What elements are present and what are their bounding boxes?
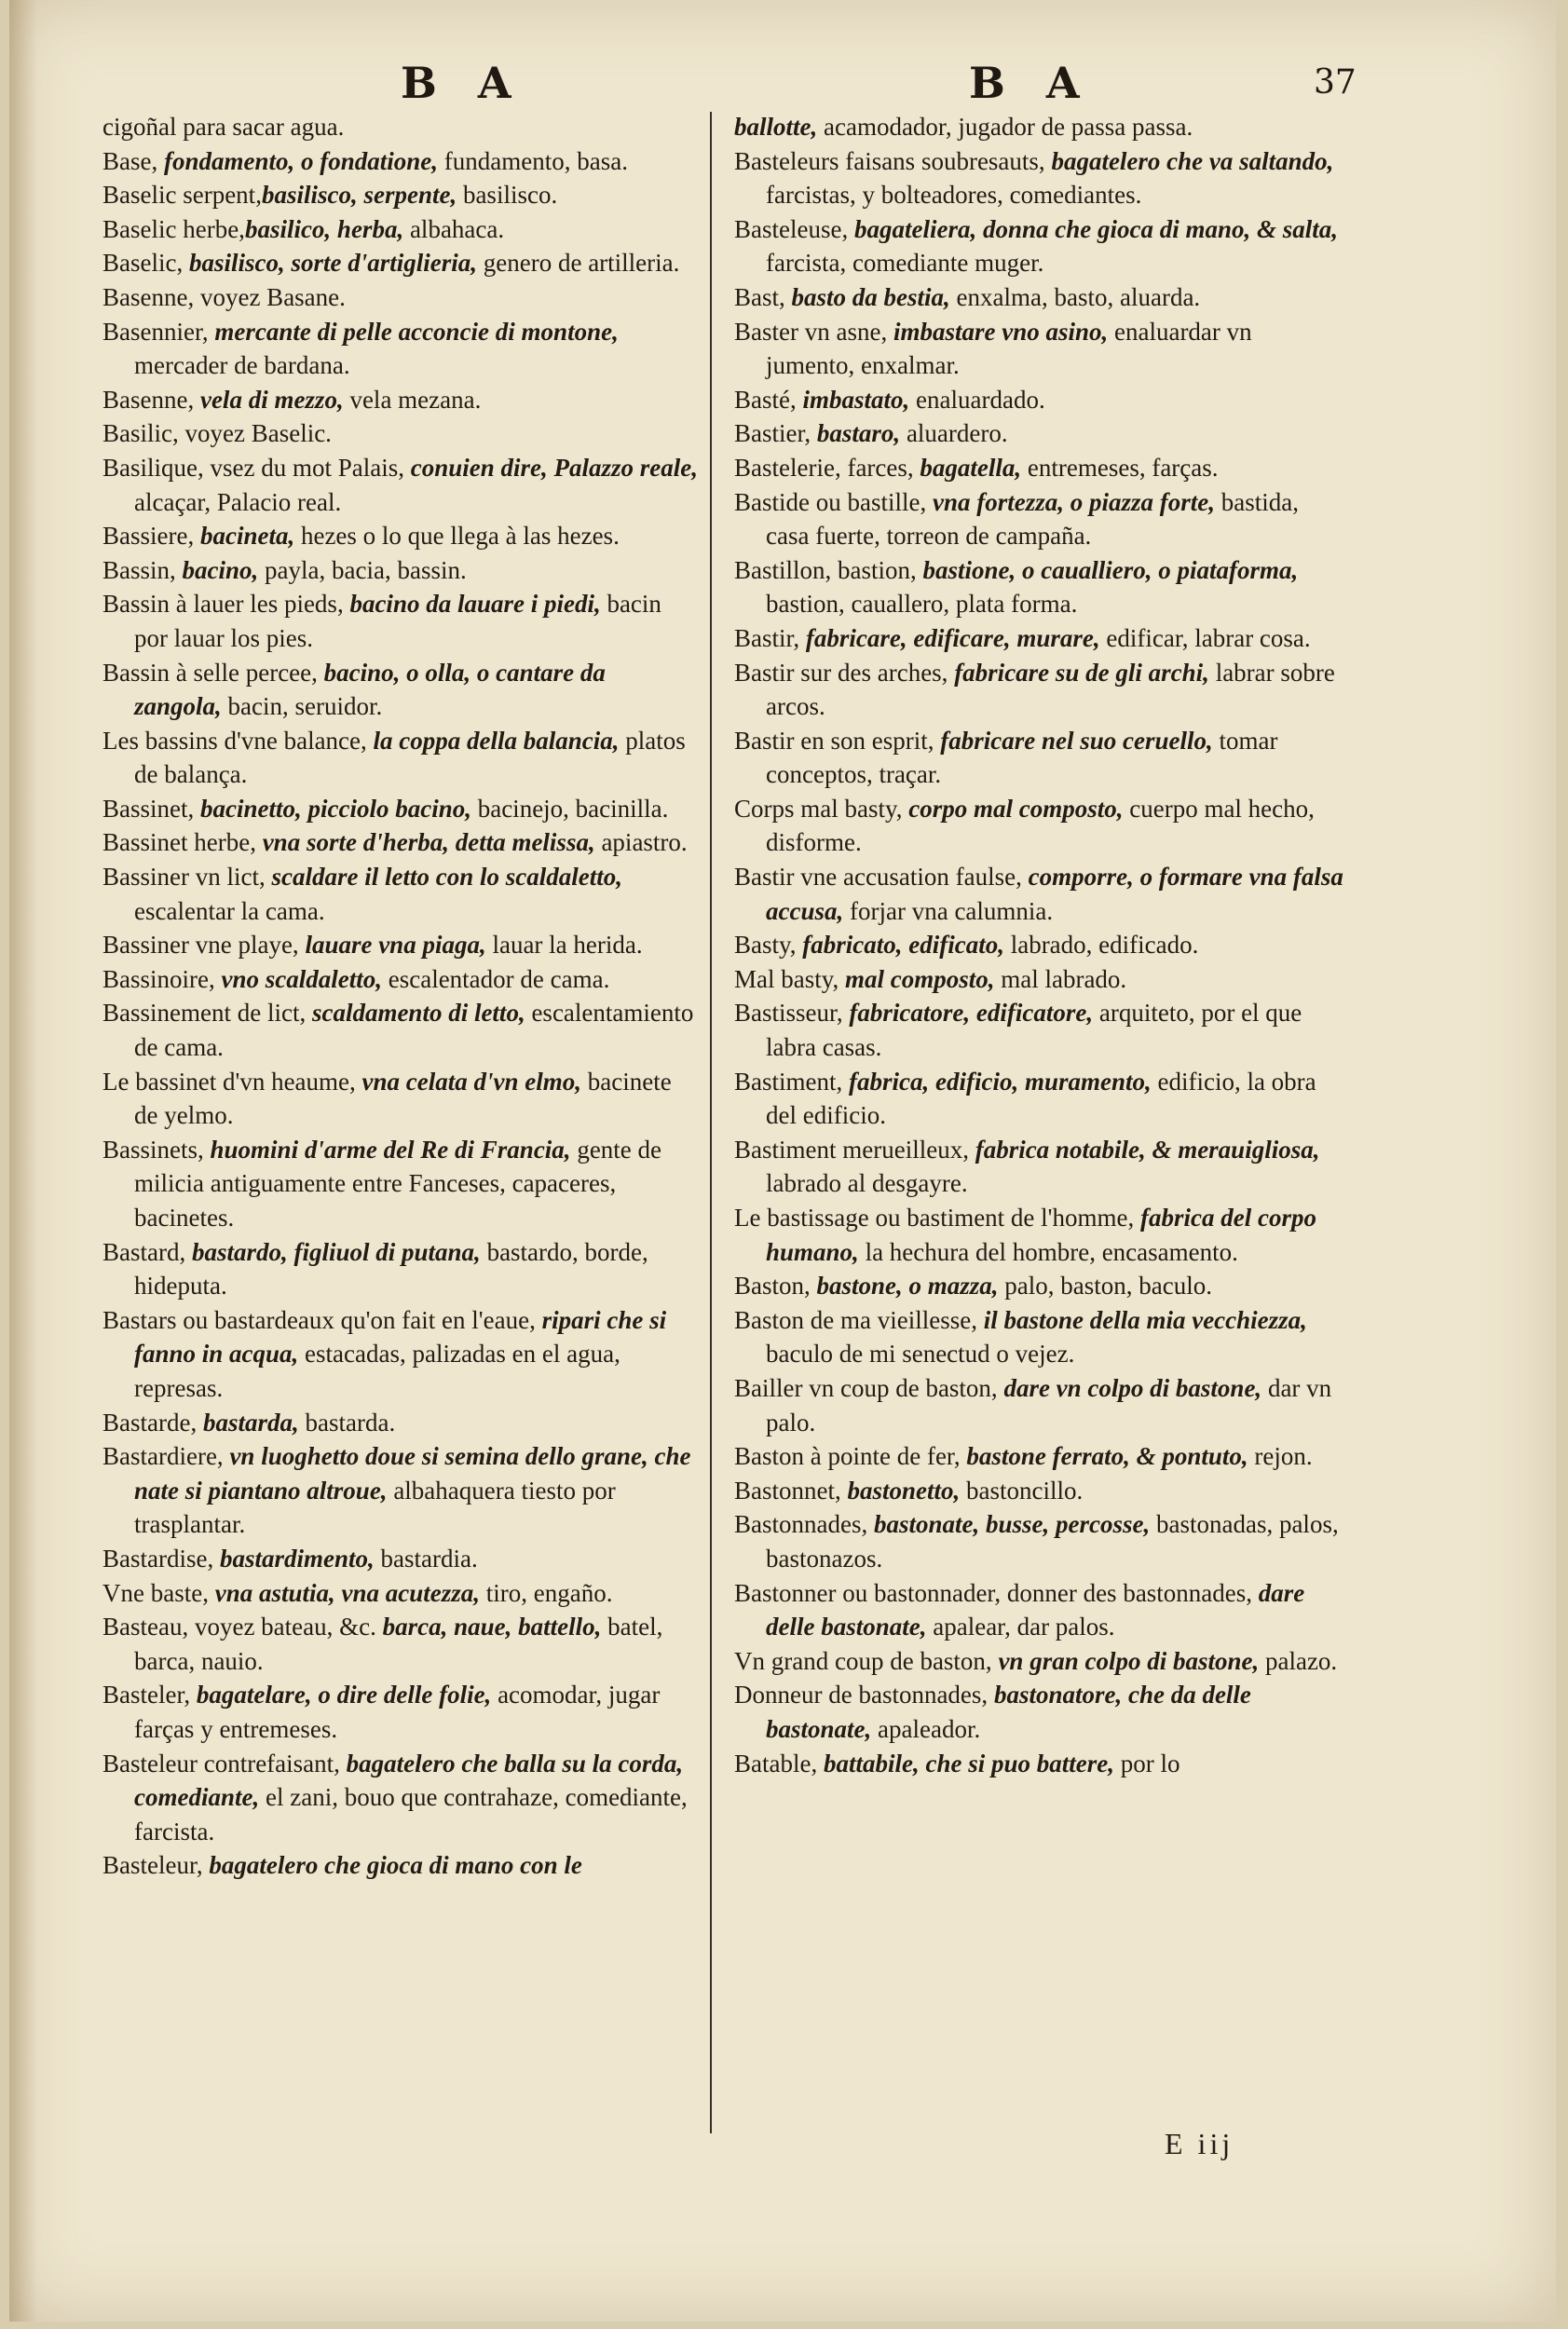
headword: Basteleurs faisans soubresauts, [734, 146, 1052, 175]
italian-gloss: bastardo, figliuol di putana, [191, 1237, 481, 1266]
spanish-gloss: tomar conceptos, traçar. [766, 726, 1278, 789]
headword: Bassinement de lict, [102, 999, 312, 1028]
dictionary-entry [102, 1439, 699, 1542]
spanish-gloss: cuerpo mal hecho, disforme. [766, 794, 1315, 857]
dictionary-page [9, 0, 1556, 2322]
spanish-gloss: bacinejo, bacinilla. [470, 794, 669, 823]
italian-gloss: bagatelare, o dire delle folie, [196, 1681, 492, 1709]
dictionary-entry [102, 451, 699, 519]
dictionary-entry [734, 1439, 1344, 1474]
dictionary-entry [102, 383, 699, 417]
italian-gloss: fabrica notabile, & merauigliosa, [975, 1135, 1320, 1164]
spanish-gloss: apalear, dar palos. [926, 1613, 1115, 1641]
spanish-gloss: bacinete de yelmo. [134, 1067, 672, 1130]
dictionary-entry [102, 962, 699, 997]
dictionary-entry [102, 1576, 699, 1611]
spanish-gloss: gente de milicia antiguamente entre Fanceses, capaceres, bacinetes. [134, 1135, 662, 1232]
headword: Batable, [734, 1749, 824, 1777]
dictionary-entry [734, 416, 1344, 451]
spanish-gloss: labrado, edificado. [1003, 931, 1199, 960]
italian-gloss: imbastare vno asino, [893, 317, 1109, 346]
headword: Bassinets, [102, 1135, 211, 1164]
spanish-gloss: arquiteto, por el que labra casas. [766, 999, 1302, 1062]
italian-gloss: bagatelero che balla su la corda, comediante, [134, 1749, 684, 1812]
headword: Basté, [734, 385, 803, 414]
spanish-gloss: bastardia. [374, 1544, 478, 1573]
headword: Bastir, [734, 623, 806, 652]
spanish-gloss: bastonadas, palos, bastonazos. [766, 1510, 1339, 1573]
headword: Bassinet herbe, [102, 828, 263, 857]
italian-gloss: bacino da lauare i piedi, [349, 590, 601, 619]
headword: Bastisseur, [734, 999, 850, 1028]
headword: Bassin à selle percee, [102, 658, 324, 687]
headword: Bassiner vn lict, [102, 863, 272, 892]
spanish-gloss: platos de balança. [134, 726, 686, 789]
italian-gloss: bacinetto, picciolo bacino, [200, 794, 471, 823]
dictionary-entry [734, 1576, 1344, 1644]
italian-gloss: corpo mal composto, [908, 794, 1124, 823]
dictionary-entry [102, 1133, 699, 1235]
dictionary-entry [102, 1848, 699, 1883]
dictionary-entry [102, 1303, 699, 1406]
spanish-gloss: bastoncillo. [960, 1476, 1084, 1505]
dictionary-entry [102, 416, 699, 451]
headword: Base, [102, 146, 164, 175]
dictionary-entry [102, 996, 699, 1064]
dictionary-entry [102, 587, 699, 655]
spanish-gloss: fundamento, basa. [438, 146, 628, 175]
spanish-gloss: escalentar la cama. [134, 896, 325, 925]
spanish-gloss: bastida, casa fuerte, torreon de campaña. [766, 487, 1299, 551]
headword: Bassiere, [102, 522, 200, 551]
headword: Baston de ma vieillesse, [734, 1305, 984, 1334]
headword: Basteler, [102, 1681, 197, 1709]
headword: Mal basty, [734, 964, 845, 993]
spanish-gloss: mal labrado. [994, 964, 1127, 993]
spanish-gloss: dar vn palo. [766, 1373, 1332, 1437]
italian-gloss: basilisco, sorte d'artiglieria, [188, 249, 477, 278]
headword: Basteleur, [102, 1851, 210, 1880]
headword: Bastardise, [102, 1544, 220, 1573]
dictionary-entry [734, 383, 1344, 417]
italian-gloss: mercante di pelle acconcie di montone, [214, 317, 619, 346]
headword: Baston à pointe de fer, [734, 1442, 967, 1471]
spanish-gloss: aluardero. [900, 419, 1008, 448]
spanish-gloss: el zani, bouo que contrahaze, comediante, farcista. [134, 1783, 688, 1845]
dictionary-entry [102, 246, 699, 280]
headword: Bassinoire, [102, 964, 222, 993]
dictionary-entry [102, 1235, 699, 1303]
italian-gloss: fondamento, o fondatione, [163, 146, 439, 175]
spanish-gloss: batel, barca, nauio. [134, 1613, 663, 1675]
headword: Basteau, voyez bateau, &c. [102, 1613, 383, 1641]
italian-gloss: lauare vna piaga, [305, 931, 486, 960]
headword: cigoñal para sacar agua. [102, 113, 345, 141]
dictionary-entry [734, 962, 1344, 997]
italian-gloss: comporre, o formare vna falsa accusa, [766, 863, 1343, 925]
page-edge-stain [9, 0, 37, 2322]
dictionary-entry [734, 1133, 1344, 1201]
spanish-gloss: enxalma, basto, aluarda. [949, 282, 1201, 311]
dictionary-entry [734, 485, 1344, 553]
spanish-gloss: enaluardado. [909, 385, 1045, 414]
italian-gloss: conuien dire, Palazzo reale, [410, 453, 698, 482]
spanish-gloss: estacadas, palizadas en el agua, represas. [134, 1340, 620, 1402]
headword: Basilic, voyez Baselic. [102, 419, 332, 448]
spanish-gloss: payla, bacia, bassin. [258, 555, 467, 584]
spanish-gloss: edificio, la obra del edificio. [766, 1067, 1316, 1130]
spanish-gloss: tiro, engaño. [480, 1578, 613, 1607]
spanish-gloss: mercader de bardana. [134, 351, 350, 380]
dictionary-entry [734, 212, 1344, 280]
header-right: B A [969, 58, 1093, 108]
italian-gloss: basto da bestia, [791, 282, 950, 311]
spanish-gloss: labrar sobre arcos. [766, 658, 1335, 721]
italian-gloss: bacino, o olla, o cantare da zangola, [134, 658, 606, 721]
italian-gloss: barca, naue, battello, [382, 1613, 602, 1641]
spanish-gloss: apaleador. [871, 1714, 981, 1743]
spanish-gloss: escalentamiento de cama. [134, 999, 694, 1062]
headword: Basteleur contrefaisant, [102, 1749, 347, 1777]
headword: Vn grand coup de baston, [734, 1646, 999, 1675]
dictionary-entry [102, 315, 699, 383]
italian-gloss: fabricare nel suo ceruello, [940, 726, 1213, 755]
headword: Corps mal basty, [734, 794, 909, 823]
headword: Bassin à lauer les pieds, [102, 590, 350, 619]
dictionary-entry [102, 553, 699, 588]
signature-mark: E iij [1165, 2127, 1234, 2160]
headword: Bastillon, bastion, [734, 555, 923, 584]
headword: Le bassinet d'vn heaume, [102, 1067, 362, 1096]
dictionary-entry [734, 1507, 1344, 1575]
italian-gloss: bastardimento, [219, 1544, 375, 1573]
dictionary-entry [102, 792, 699, 826]
spanish-gloss: genero de artilleria. [477, 249, 680, 278]
italian-gloss: bagatella, [920, 453, 1022, 482]
dictionary-entry [734, 110, 1344, 144]
left-column [102, 110, 699, 1883]
headword: Bastonnet, [734, 1476, 848, 1505]
italian-gloss: bacino, [182, 555, 259, 584]
dictionary-entry [102, 1065, 699, 1133]
italian-gloss: bastaro, [816, 419, 901, 448]
spanish-gloss: por lo [1113, 1749, 1180, 1777]
spanish-gloss: palazo. [1259, 1646, 1338, 1675]
dictionary-entry [734, 1747, 1344, 1781]
headword: Bassiner vne playe, [102, 931, 306, 960]
dictionary-entry [102, 1406, 699, 1440]
spanish-gloss: enaluardar vn jumento, enxalmar. [766, 317, 1252, 380]
dictionary-entry [734, 144, 1344, 212]
italian-gloss: la coppa della balancia, [373, 726, 620, 755]
headword: Bastarde, [102, 1408, 203, 1437]
italian-gloss: bagateliera, donna che gioca di mano, & salta, [853, 214, 1338, 243]
italian-gloss: bastonatore, che da delle bastonate, [766, 1681, 1251, 1743]
headword: Bastiment, [734, 1067, 849, 1096]
dictionary-entry [734, 1678, 1344, 1746]
italian-gloss: vela di mezzo, [199, 385, 344, 414]
headword: Le bastissage ou bastiment de l'homme, [734, 1204, 1141, 1232]
spanish-gloss: albahaca. [403, 214, 505, 243]
italian-gloss: vna fortezza, o piazza forte, [932, 487, 1215, 516]
italian-gloss: fabrica, edificio, muramento, [849, 1067, 1152, 1096]
dictionary-entry [734, 724, 1344, 792]
headword: Baster vn asne, [734, 317, 893, 346]
italian-gloss: vna sorte d'herba, detta melissa, [262, 828, 595, 857]
dictionary-entry [734, 315, 1344, 383]
dictionary-entry [102, 1542, 699, 1576]
dictionary-entry [734, 792, 1344, 860]
headword: Bastir sur des arches, [734, 658, 955, 687]
headword: Basenne, voyez Basane. [102, 282, 346, 311]
running-header [9, 58, 1556, 114]
dictionary-entry [734, 451, 1344, 485]
headword: Bastard, [102, 1237, 192, 1266]
italian-gloss: battabile, che si puo battere, [823, 1749, 1114, 1777]
italian-gloss: dare delle bastonate, [766, 1578, 1305, 1641]
italian-gloss: bastarda, [202, 1408, 299, 1437]
italian-gloss: basilisco, serpente, [261, 181, 457, 210]
spanish-gloss: albahaquera tiesto por trasplantar. [134, 1476, 616, 1539]
spanish-gloss: acomodar, jugar farças y entremeses. [134, 1681, 661, 1743]
italian-gloss: bagatelero che gioca di mano con le [209, 1851, 582, 1880]
spanish-gloss: bacin, seruidor. [221, 692, 383, 721]
column-rule [710, 112, 712, 2133]
dictionary-entry [102, 860, 699, 928]
dictionary-entry [734, 1201, 1344, 1269]
spanish-gloss: basilisco. [457, 181, 558, 210]
headword: Bailler vn coup de baston, [734, 1373, 1004, 1402]
headword: Basty, [734, 931, 803, 960]
italian-gloss: fabricato, edificato, [802, 931, 1004, 960]
dictionary-entry [734, 656, 1344, 724]
headword: Les bassins d'vne balance, [102, 726, 374, 755]
dictionary-entry [734, 928, 1344, 962]
italian-gloss: bacineta, [199, 522, 295, 551]
spanish-gloss: entremeses, farças. [1021, 453, 1219, 482]
headword: Bastardiere, [102, 1442, 230, 1471]
italian-gloss: basilico, herba, [244, 214, 404, 243]
headword: Bassinet, [102, 794, 200, 823]
headword: Basilique, vsez du mot Palais, [102, 453, 411, 482]
spanish-gloss: farcistas, y bolteadores, comediantes. [766, 181, 1142, 210]
spanish-gloss: escalentador de cama. [381, 964, 610, 993]
headword: Bastars ou bastardeaux qu'on fait en l'eaue, [102, 1305, 542, 1334]
spanish-gloss: forjar vna calumnia. [843, 896, 1054, 925]
dictionary-entry [734, 280, 1344, 315]
page-number: 37 [1314, 63, 1357, 102]
dictionary-entry [102, 1747, 699, 1849]
spanish-gloss: palo, baston, baculo. [998, 1272, 1212, 1301]
italian-gloss: fabricare su de gli archi, [954, 658, 1209, 687]
headword: Basteleuse, [734, 214, 854, 243]
italian-gloss: il bastone della mia vecchiezza, [983, 1305, 1307, 1334]
dictionary-entry [102, 280, 699, 315]
italian-gloss: vna astutia, vna acutezza, [214, 1578, 480, 1607]
italian-gloss: bagatelero che va saltando, [1051, 146, 1334, 175]
spanish-gloss: la hechura del hombre, encasamento. [858, 1237, 1238, 1266]
dictionary-entry [102, 212, 699, 247]
dictionary-entry [102, 178, 699, 212]
spanish-gloss: bacin por lauar los pies. [134, 590, 661, 652]
dictionary-entry [734, 1371, 1344, 1439]
dictionary-entry [102, 1678, 699, 1746]
italian-gloss: bastione, o caualliero, o piataforma, [922, 555, 1299, 584]
italian-gloss: imbastato, [802, 385, 910, 414]
italian-gloss: bastonate, busse, percosse, [873, 1510, 1151, 1539]
dictionary-entry [102, 928, 699, 962]
italian-gloss: fabricare, edificare, murare, [805, 623, 1100, 652]
headword: Basenne, [102, 385, 200, 414]
dictionary-entry [734, 553, 1344, 621]
dictionary-entry [734, 621, 1344, 656]
right-column [734, 110, 1344, 1780]
dictionary-entry [734, 1065, 1344, 1133]
dictionary-entry [734, 1303, 1344, 1371]
spanish-gloss: apiastro. [594, 828, 688, 857]
headword: Bastonnades, [734, 1510, 874, 1539]
headword: Baselic herbe, [102, 214, 245, 243]
italian-gloss: bastone, o mazza, [816, 1272, 999, 1301]
spanish-gloss: bastardo, borde, hideputa. [134, 1237, 648, 1301]
headword: Bastide ou bastille, [734, 487, 933, 516]
italian-gloss: scaldamento di letto, [311, 999, 525, 1028]
dictionary-entry [102, 110, 699, 144]
italian-gloss: mal composto, [844, 964, 995, 993]
headword: Bastelerie, farces, [734, 453, 920, 482]
headword: Bastonner ou bastonnader, donner des bastonnades, [734, 1578, 1259, 1607]
dictionary-entry [102, 825, 699, 860]
headword: Donneur de bastonnades, [734, 1681, 994, 1709]
italian-gloss: ripari che si fanno in acqua, [134, 1305, 667, 1369]
spanish-gloss: labrado al desgayre. [766, 1169, 968, 1198]
spanish-gloss: bastion, cauallero, plata forma. [766, 590, 1078, 619]
headword: Baselic, [102, 249, 189, 278]
italian-gloss: vna celata d'vn elmo, [361, 1067, 581, 1096]
dictionary-entry [734, 1474, 1344, 1508]
dictionary-entry [102, 144, 699, 179]
dictionary-entry [734, 860, 1344, 928]
dictionary-entry [102, 724, 699, 792]
headword: Bastier, [734, 419, 817, 448]
spanish-gloss: baculo de mi senectud o vejez. [766, 1340, 1075, 1369]
headword: Bastir en son esprit, [734, 726, 941, 755]
headword: Bast, [734, 282, 792, 311]
headword: Bastir vne accusation faulse, [734, 863, 1029, 892]
spanish-gloss: hezes o lo que llega à las hezes. [294, 522, 620, 551]
dictionary-entry [102, 656, 699, 724]
spanish-gloss: acamodador, jugador de passa passa. [817, 113, 1193, 141]
dictionary-entry [734, 1269, 1344, 1303]
headword: Basennier, [102, 317, 215, 346]
italian-gloss: vn luoghetto doue si semina dello grane, che nate si piantano altroue, [134, 1442, 691, 1505]
spanish-gloss: alcaçar, Palacio real. [134, 487, 342, 516]
header-left: B A [401, 58, 525, 108]
italian-gloss: vno scaldaletto, [221, 964, 382, 993]
italian-gloss: bastone ferrato, & pontuto, [966, 1442, 1248, 1471]
headword: Bassin, [102, 555, 183, 584]
italian-gloss: scaldare il letto con lo scaldaletto, [271, 863, 622, 892]
dictionary-entry [102, 519, 699, 553]
spanish-gloss: bastarda. [298, 1408, 396, 1437]
headword: Vne baste, [102, 1578, 215, 1607]
italian-gloss: ballotte, [734, 113, 818, 141]
italian-gloss: fabrica del corpo humano, [766, 1204, 1316, 1266]
spanish-gloss: rejon. [1248, 1442, 1313, 1471]
spanish-gloss: vela mezana. [343, 385, 482, 414]
italian-gloss: fabricatore, edificatore, [849, 999, 1094, 1028]
headword: Bastiment merueilleux, [734, 1135, 975, 1164]
dictionary-entry [734, 996, 1344, 1064]
headword: Baston, [734, 1272, 817, 1301]
spanish-gloss: lauar la herida. [485, 931, 643, 960]
italian-gloss: bastonetto, [847, 1476, 961, 1505]
italian-gloss: dare vn colpo di bastone, [1003, 1373, 1262, 1402]
dictionary-entry [102, 1610, 699, 1678]
headword: Baselic serpent, [102, 181, 262, 210]
italian-gloss: vn gran colpo di bastone, [998, 1646, 1260, 1675]
spanish-gloss: farcista, comediante muger. [766, 249, 1044, 278]
italian-gloss: huomini d'arme del Re di Francia, [210, 1135, 571, 1164]
spanish-gloss: edificar, labrar cosa. [1099, 623, 1311, 652]
dictionary-entry [734, 1644, 1344, 1679]
